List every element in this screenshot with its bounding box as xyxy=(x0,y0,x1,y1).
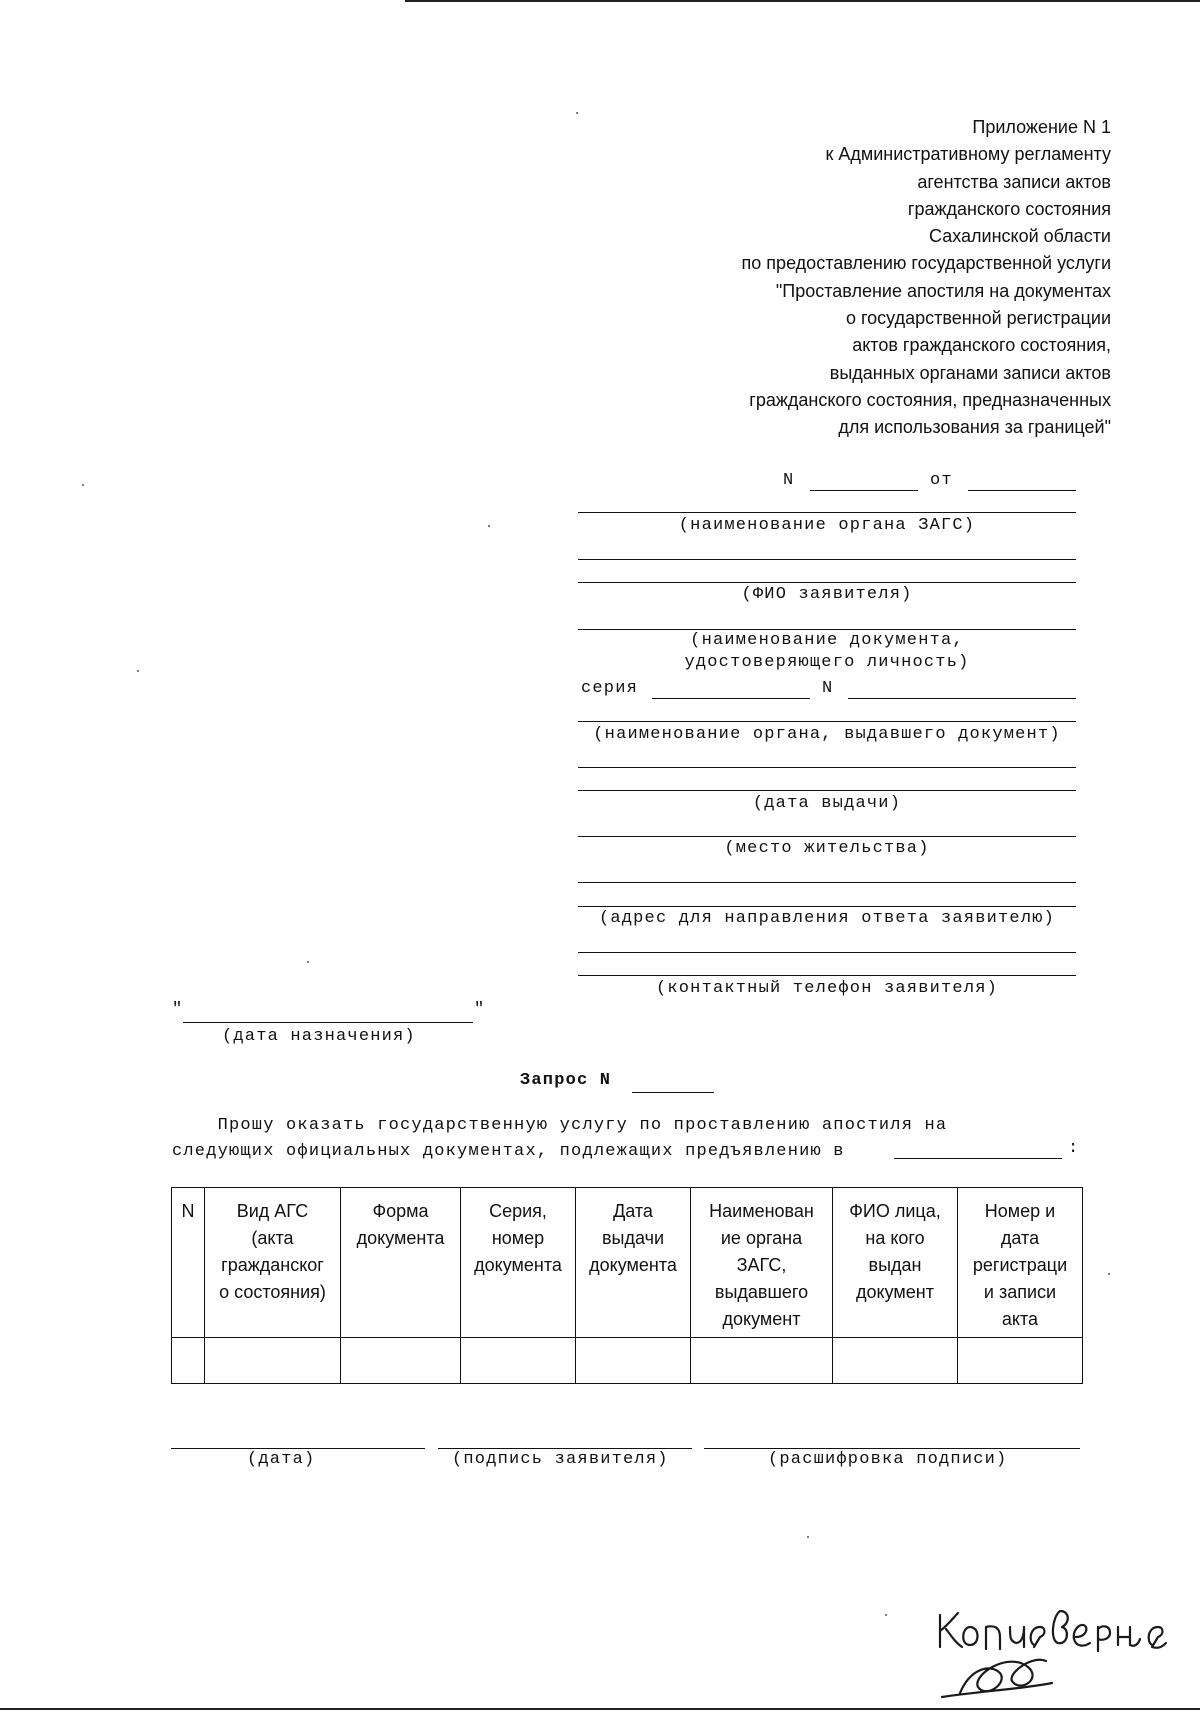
header-line: акта xyxy=(1001,1309,1039,1329)
applicant-name-caption: (ФИО заявителя) xyxy=(741,585,913,604)
reply-address-field-2[interactable] xyxy=(578,952,1076,953)
id-number-field[interactable] xyxy=(848,698,1076,699)
column-header-series-number xyxy=(461,1188,576,1338)
number-label: N xyxy=(783,471,795,490)
signature-decoding-caption: (расшифровка подписи) xyxy=(768,1450,1008,1469)
header-line: ЗАГС, xyxy=(736,1255,787,1275)
header-line: документа xyxy=(474,1255,562,1275)
request-paragraph-line-1: Прошу оказать государственную услугу по проставлению апостиля на xyxy=(172,1116,948,1135)
top-edge-rule xyxy=(405,0,1200,2)
column-header-issue-date xyxy=(576,1188,691,1338)
header-line: Наименован xyxy=(709,1201,814,1221)
request-title: Запрос N xyxy=(520,1071,612,1090)
zags-name-field[interactable] xyxy=(578,512,1076,513)
scan-speck xyxy=(488,525,490,527)
issuer-caption: (наименование органа, выдавшего документ) xyxy=(593,725,1061,744)
applicant-signature-field[interactable] xyxy=(438,1448,692,1449)
applicant-name-field-2[interactable] xyxy=(578,582,1076,583)
appointment-date-caption: (дата назначения) xyxy=(222,1027,416,1046)
column-header-issuing-zags xyxy=(691,1188,833,1338)
id-document-caption-1: (наименование документа, xyxy=(690,631,964,650)
scan-speck xyxy=(1108,1273,1110,1275)
appendix-line: для использования за границей" xyxy=(838,417,1111,438)
bottom-edge-rule xyxy=(0,1708,1200,1710)
appendix-line: гражданского состояния, предназначенных xyxy=(749,389,1111,410)
appendix-line: агентства записи актов xyxy=(917,171,1111,192)
header-line: ие органа xyxy=(720,1228,803,1248)
appendix-line: "Проставление апостиля на документах xyxy=(775,280,1111,301)
appendix-line: Сахалинской области xyxy=(929,226,1111,247)
table-cell[interactable] xyxy=(172,1338,205,1384)
header-line: ФИО лица, xyxy=(849,1201,941,1221)
series-field[interactable] xyxy=(652,698,810,699)
issue-date-caption: (дата выдачи) xyxy=(752,794,902,813)
header-line: гражданског xyxy=(221,1255,324,1275)
date-signature-field[interactable] xyxy=(171,1448,425,1449)
request-number-field[interactable] xyxy=(632,1092,714,1093)
residence-caption: (место жительства) xyxy=(724,839,930,858)
phone-caption: (контактный телефон заявителя) xyxy=(655,979,999,998)
header-line: Вид АГС xyxy=(236,1201,309,1221)
residence-field[interactable] xyxy=(578,836,1076,837)
scan-speck xyxy=(137,670,139,672)
column-header-document-form xyxy=(341,1188,461,1338)
from-label: от xyxy=(930,471,953,490)
signature-decoding-field[interactable] xyxy=(704,1448,1080,1449)
column-header-number xyxy=(172,1188,205,1338)
request-paragraph-colon: : xyxy=(1068,1139,1080,1158)
applicant-name-field-1[interactable] xyxy=(578,559,1076,560)
residence-field-2[interactable] xyxy=(578,882,1076,883)
table-cell[interactable] xyxy=(341,1338,461,1384)
appointment-date-field[interactable] xyxy=(183,1022,473,1023)
id-document-caption-2: удостоверяющего личность) xyxy=(684,653,970,672)
phone-field[interactable] xyxy=(578,975,1076,976)
zags-name-caption: (наименование органа ЗАГС) xyxy=(678,516,976,535)
header-line: (акта xyxy=(251,1228,294,1248)
table-cell[interactable] xyxy=(958,1338,1083,1384)
header-line: документ xyxy=(722,1309,801,1329)
header-line: и записи xyxy=(983,1282,1057,1302)
appendix-line: гражданского состояния xyxy=(907,198,1111,219)
appendix-line: Приложение N 1 xyxy=(972,117,1111,137)
header-line: выдачи xyxy=(601,1228,665,1248)
reply-address-field[interactable] xyxy=(578,906,1076,907)
reply-address-caption: (адрес для направления ответа заявителю) xyxy=(598,909,1056,928)
table-cell[interactable] xyxy=(691,1338,833,1384)
table-cell[interactable] xyxy=(461,1338,576,1384)
id-document-field[interactable] xyxy=(578,629,1076,630)
series-label: серия xyxy=(581,679,639,698)
appendix-line: выданных органами записи актов xyxy=(829,362,1111,383)
header-line: Форма xyxy=(372,1201,429,1221)
table-header-row xyxy=(172,1188,1083,1338)
appendix-line: к Административному регламенту xyxy=(825,144,1111,165)
header-line: о состояния) xyxy=(219,1282,326,1302)
appointment-quote-open: " xyxy=(172,1000,184,1019)
header-line: номер xyxy=(491,1228,545,1248)
issuer-field-2[interactable] xyxy=(578,767,1076,768)
header-line: Номер и xyxy=(984,1201,1056,1221)
header-line: документа xyxy=(589,1255,677,1275)
header-line: дата xyxy=(1000,1228,1040,1248)
header-line: выдан xyxy=(868,1255,922,1275)
issue-date-field[interactable] xyxy=(578,790,1076,791)
appendix-line: о государственной регистрации xyxy=(845,308,1111,329)
scan-speck xyxy=(885,1614,887,1616)
appendix-header xyxy=(551,114,1111,442)
scan-speck xyxy=(82,484,84,486)
header-line: на кого xyxy=(865,1228,925,1248)
header-line: документ xyxy=(856,1282,934,1302)
column-header-act-type xyxy=(205,1188,341,1338)
destination-country-field[interactable] xyxy=(894,1158,1062,1159)
scan-speck xyxy=(307,961,309,963)
header-line: регистраци xyxy=(972,1255,1068,1275)
handwritten-certification xyxy=(930,1575,1190,1705)
documents-table xyxy=(171,1187,1083,1384)
column-header-record-number-date xyxy=(958,1188,1083,1338)
signature-caption: (подпись заявителя) xyxy=(452,1450,669,1469)
appendix-line: актов гражданского состояния, xyxy=(852,335,1111,356)
header-line: документа xyxy=(356,1228,445,1248)
date-caption: (дата) xyxy=(247,1450,316,1469)
header-line: Дата xyxy=(613,1201,653,1221)
id-number-label: N xyxy=(822,679,834,698)
header-line: Серия, xyxy=(489,1201,547,1221)
issuer-field[interactable] xyxy=(578,721,1076,722)
table-cell[interactable] xyxy=(205,1338,341,1384)
table-row xyxy=(172,1338,1083,1384)
header-line: N xyxy=(181,1201,195,1221)
column-header-person-name xyxy=(833,1188,958,1338)
number-field[interactable] xyxy=(810,490,918,491)
scan-speck xyxy=(576,112,578,114)
appendix-line: по предоставлению государственной услуги xyxy=(741,253,1111,274)
scan-speck xyxy=(807,1536,809,1538)
header-line: выдавшего xyxy=(714,1282,809,1302)
request-paragraph-line-2: следующих официальных документах, подлежащих предъявлению в xyxy=(172,1142,845,1161)
appointment-quote-close: " xyxy=(474,1000,486,1019)
table-cell[interactable] xyxy=(833,1338,958,1384)
table-cell[interactable] xyxy=(576,1338,691,1384)
from-date-field[interactable] xyxy=(968,490,1076,491)
